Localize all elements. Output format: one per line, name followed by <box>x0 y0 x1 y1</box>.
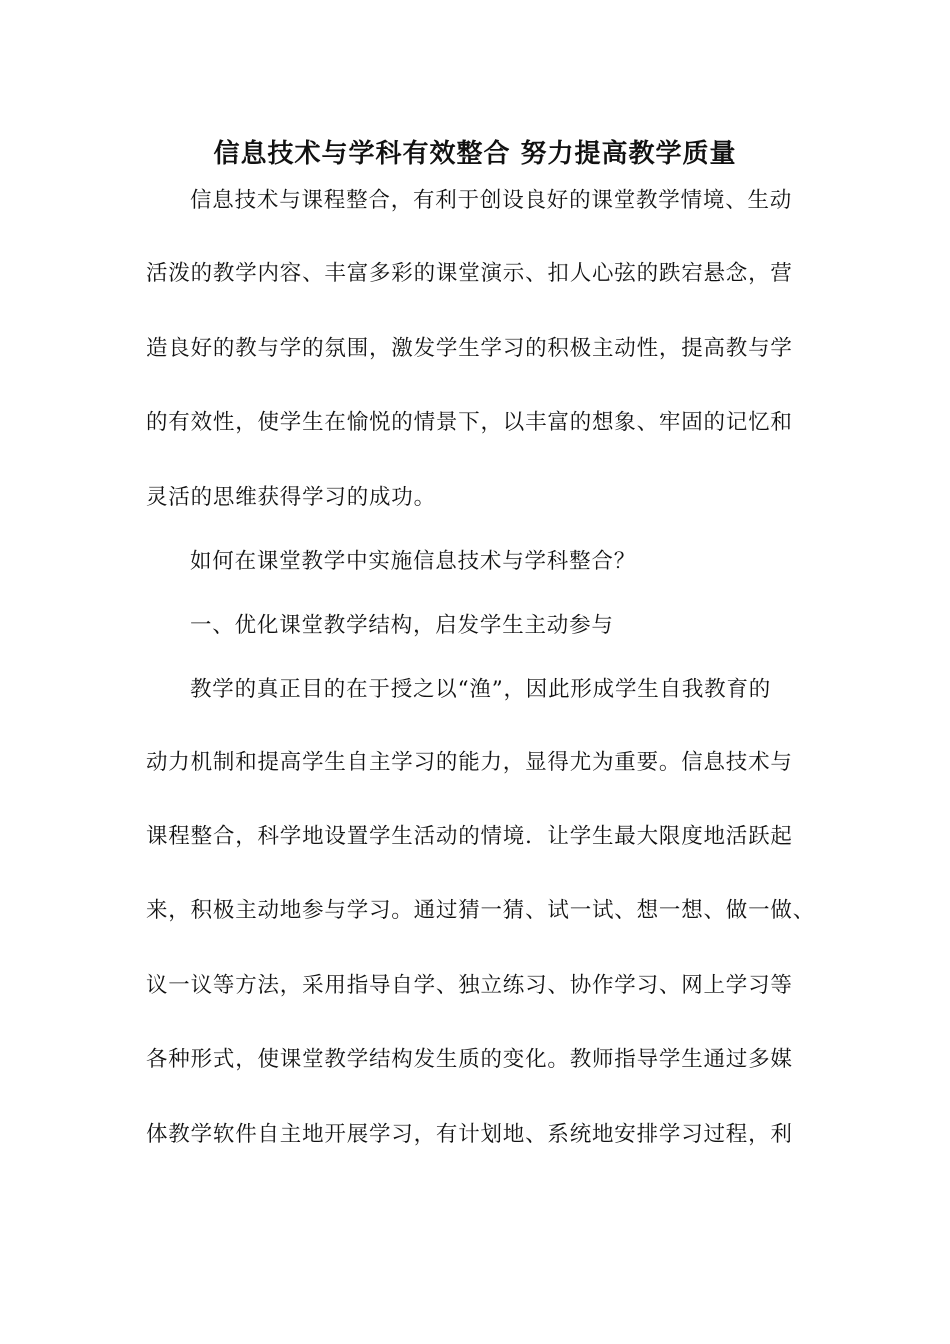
paragraph-1-line-3: 造良好的教与学的氛围，激发学生学习的积极主动性，提高教与学 <box>146 336 793 361</box>
paragraph-2-line-6: 各种形式，使课堂教学结构发生质的变化。教师指导学生通过多媒 <box>146 1047 793 1072</box>
question-heading: 如何在课堂教学中实施信息技术与学科整合？ <box>190 549 637 574</box>
paragraph-2-line-7: 体教学软件自主地开展学习，有计划地、系统地安排学习过程，利 <box>146 1122 793 1147</box>
paragraph-1-line-1: 信息技术与课程整合，有利于创设良好的课堂教学情境、生动 <box>190 188 793 213</box>
paragraph-2-line-4: 来，积极主动地参与学习。通过猜一猜、试一试、想一想、做一做、 <box>146 898 816 923</box>
section-heading-1: 一、优化课堂教学结构，启发学生主动参与 <box>190 613 614 638</box>
paragraph-2-line-2: 动力机制和提高学生自主学习的能力，显得尤为重要。信息技术与 <box>146 750 793 775</box>
paragraph-1-line-2: 活泼的教学内容、丰富多彩的课堂演示、扣人心弦的跌宕悬念，营 <box>146 261 793 286</box>
document-title: 信息技术与学科有效整合 努力提高教学质量 <box>213 139 737 169</box>
paragraph-1-line-5: 灵活的思维获得学习的成功。 <box>146 485 436 510</box>
paragraph-1-line-4: 的有效性，使学生在愉悦的情景下，以丰富的想象、牢固的记忆和 <box>146 410 793 435</box>
paragraph-2-line-5: 议一议等方法，采用指导自学、独立练习、协作学习、网上学习等 <box>146 973 793 998</box>
paragraph-2-line-1: 教学的真正目的在于授之以“渔”，因此形成学生自我教育的 <box>190 677 772 702</box>
paragraph-2-line-3: 课程整合，科学地设置学生活动的情境．让学生最大限度地活跃起 <box>146 824 793 849</box>
